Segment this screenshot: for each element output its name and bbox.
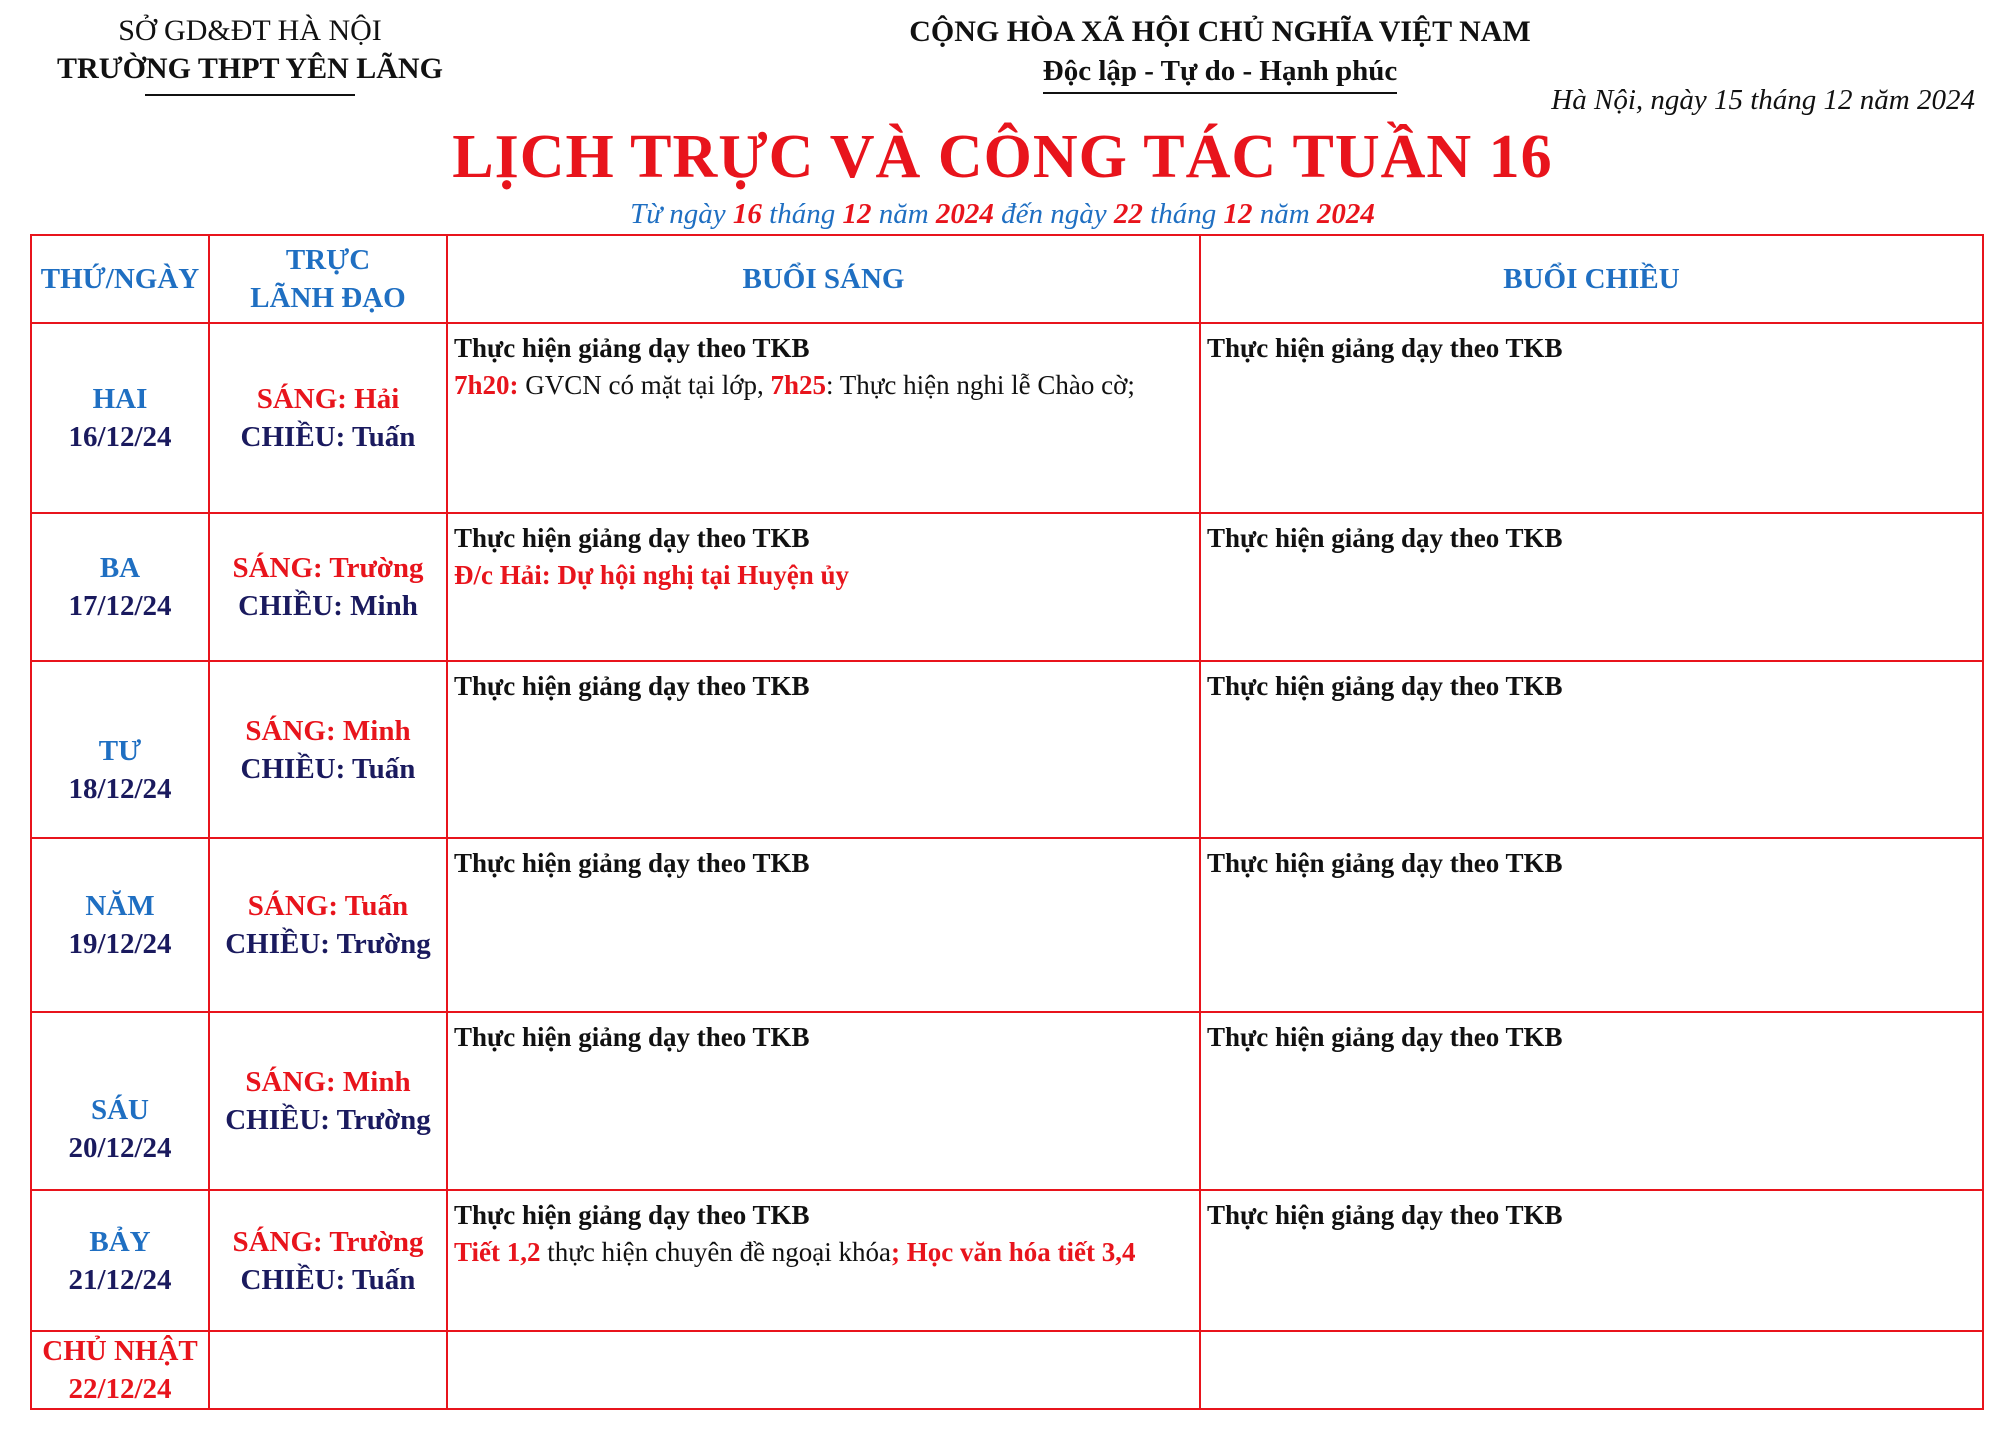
afternoon-cell [1200, 323, 1983, 513]
afternoon-leader: CHIỀU: Tuấn [240, 752, 416, 785]
leader-cell [209, 838, 447, 1012]
table-row [31, 513, 1983, 661]
date-range-word: Từ ngày [630, 198, 726, 230]
date-range-word: năm [1259, 198, 1310, 230]
activity-main: Thực hiện giảng dạy theo TKB [1207, 671, 1563, 701]
activity-main: Thực hiện giảng dạy theo TKB [1207, 848, 1563, 878]
date-range-word: tháng [769, 198, 836, 230]
day-date: 17/12/24 [68, 590, 172, 622]
agency-name: SỞ GD&ĐT HÀ NỘI [118, 14, 382, 47]
morning-leader: SÁNG: Minh [245, 1066, 411, 1098]
day-cell [31, 513, 209, 661]
activity-main: Thực hiện giảng dạy theo TKB [454, 1200, 810, 1230]
morning-cell [447, 661, 1200, 838]
col-header-day: THỨ/NGÀY [31, 235, 209, 323]
activity-main: Thực hiện giảng dạy theo TKB [1207, 333, 1563, 363]
activity-text: : Thực hiện nghi lễ Chào cờ; [826, 370, 1135, 400]
afternoon-cell [1200, 1012, 1983, 1190]
leader-cell [209, 1190, 447, 1331]
day-date: 20/12/24 [68, 1132, 172, 1164]
activity-main: Thực hiện giảng dạy theo TKB [1207, 523, 1563, 553]
activity-note [454, 1234, 1193, 1271]
col-header-afternoon: BUỔI CHIỀU [1200, 235, 1983, 323]
leader-cell [209, 513, 447, 661]
place-date: Hà Nội, ngày 15 tháng 12 năm 2024 [1551, 84, 1975, 116]
date-range-value: 2024 [1316, 198, 1375, 230]
day-cell [31, 323, 209, 513]
day-name: NĂM [85, 890, 155, 922]
day-name: CHỦ NHẬT [42, 1335, 198, 1367]
national-header [870, 12, 1570, 94]
page-title: LỊCH TRỰC VÀ CÔNG TÁC TUẦN 16 [452, 123, 1553, 191]
date-range-value: 16 [732, 198, 762, 230]
country-name: CỘNG HÒA XÃ HỘI CHỦ NGHĨA VIỆT NAM [909, 15, 1531, 48]
activity-text: GVCN có mặt tại lớp, [518, 370, 771, 400]
morning-cell [447, 1331, 1200, 1409]
day-date: 22/12/24 [68, 1373, 172, 1405]
morning-leader: SÁNG: Minh [245, 714, 411, 747]
afternoon-leader: CHIỀU: Tuấn [240, 1263, 416, 1296]
table-row [31, 1331, 1983, 1409]
afternoon-cell [1200, 1190, 1983, 1331]
afternoon-cell [1200, 838, 1983, 1012]
day-date: 19/12/24 [68, 928, 172, 960]
day-name: SÁU [90, 1094, 149, 1126]
col-header-leader [209, 235, 447, 323]
morning-leader: SÁNG: Hải [256, 383, 400, 415]
leader-cell [209, 661, 447, 838]
activity-main: Thực hiện giảng dạy theo TKB [454, 333, 810, 363]
national-motto: Độc lập - Tự do - Hạnh phúc [1043, 52, 1398, 94]
table-row [31, 838, 1983, 1012]
morning-cell [447, 323, 1200, 513]
activity-time: Tiết 1,2 [454, 1237, 541, 1267]
activity-time: 7h20: [454, 370, 519, 400]
date-range-word: năm [878, 198, 929, 230]
day-name: TƯ [98, 735, 142, 767]
day-cell [31, 1012, 209, 1190]
day-date: 21/12/24 [68, 1263, 172, 1296]
afternoon-cell [1200, 1331, 1983, 1409]
col-header-leader-line: TRỰC [285, 244, 371, 276]
date-range-word: tháng [1150, 198, 1217, 230]
morning-leader: SÁNG: Tuấn [247, 890, 409, 922]
date-range-word: đến ngày [1001, 198, 1107, 230]
activity-main: Thực hiện giảng dạy theo TKB [454, 1022, 810, 1052]
afternoon-leader: CHIỀU: Trường [225, 1104, 431, 1136]
date-range-value: 12 [842, 198, 872, 230]
day-cell [31, 1331, 209, 1409]
morning-cell [447, 838, 1200, 1012]
leader-cell [209, 323, 447, 513]
leader-cell [209, 1012, 447, 1190]
day-date: 16/12/24 [68, 421, 172, 453]
leader-cell [209, 1331, 447, 1409]
date-range-value: 2024 [935, 198, 994, 230]
table-row [31, 323, 1983, 513]
activity-time: ; Học văn hóa tiết 3,4 [891, 1237, 1136, 1267]
day-name: BA [99, 552, 141, 584]
activity-note [454, 367, 1193, 404]
activity-main: Thực hiện giảng dạy theo TKB [454, 848, 810, 878]
col-header-leader-line: LÃNH ĐẠO [250, 282, 406, 314]
morning-leader: SÁNG: Trường [232, 552, 424, 584]
day-cell [31, 1190, 209, 1331]
morning-cell [447, 1190, 1200, 1331]
activity-main: Thực hiện giảng dạy theo TKB [454, 671, 810, 701]
table-row [31, 1012, 1983, 1190]
morning-leader: SÁNG: Trường [232, 1225, 424, 1258]
table-row [31, 661, 1983, 838]
morning-cell [447, 513, 1200, 661]
afternoon-leader: CHIỀU: Tuấn [240, 421, 416, 453]
day-cell [31, 838, 209, 1012]
activity-time: 7h25 [770, 370, 827, 400]
day-date: 18/12/24 [68, 773, 172, 805]
col-header-morning: BUỔI SÁNG [447, 235, 1200, 323]
afternoon-cell [1200, 513, 1983, 661]
date-range-value: 12 [1223, 198, 1253, 230]
day-name: BẢY [89, 1225, 151, 1258]
date-range [0, 198, 2005, 231]
day-name: HAI [92, 383, 148, 415]
activity-text: thực hiện chuyên đề ngoại khóa [540, 1237, 892, 1267]
table-header-row [31, 235, 1983, 323]
morning-cell [447, 1012, 1200, 1190]
afternoon-cell [1200, 661, 1983, 838]
header-divider [145, 94, 355, 96]
issuer-block [30, 12, 470, 96]
date-range-value: 22 [1113, 198, 1143, 230]
activity-main: Thực hiện giảng dạy theo TKB [454, 523, 810, 553]
activity-main: Thực hiện giảng dạy theo TKB [1207, 1022, 1563, 1052]
activity-main: Thực hiện giảng dạy theo TKB [1207, 1200, 1563, 1230]
afternoon-leader: CHIỀU: Minh [238, 590, 418, 622]
schedule-table [30, 234, 1984, 1410]
afternoon-leader: CHIỀU: Trường [225, 928, 431, 960]
school-name: TRƯỜNG THPT YÊN LÃNG [57, 52, 443, 85]
activity-note: Đ/c Hải: Dự hội nghị tại Huyện ủy [454, 560, 850, 590]
day-cell [31, 661, 209, 838]
table-row [31, 1190, 1983, 1331]
